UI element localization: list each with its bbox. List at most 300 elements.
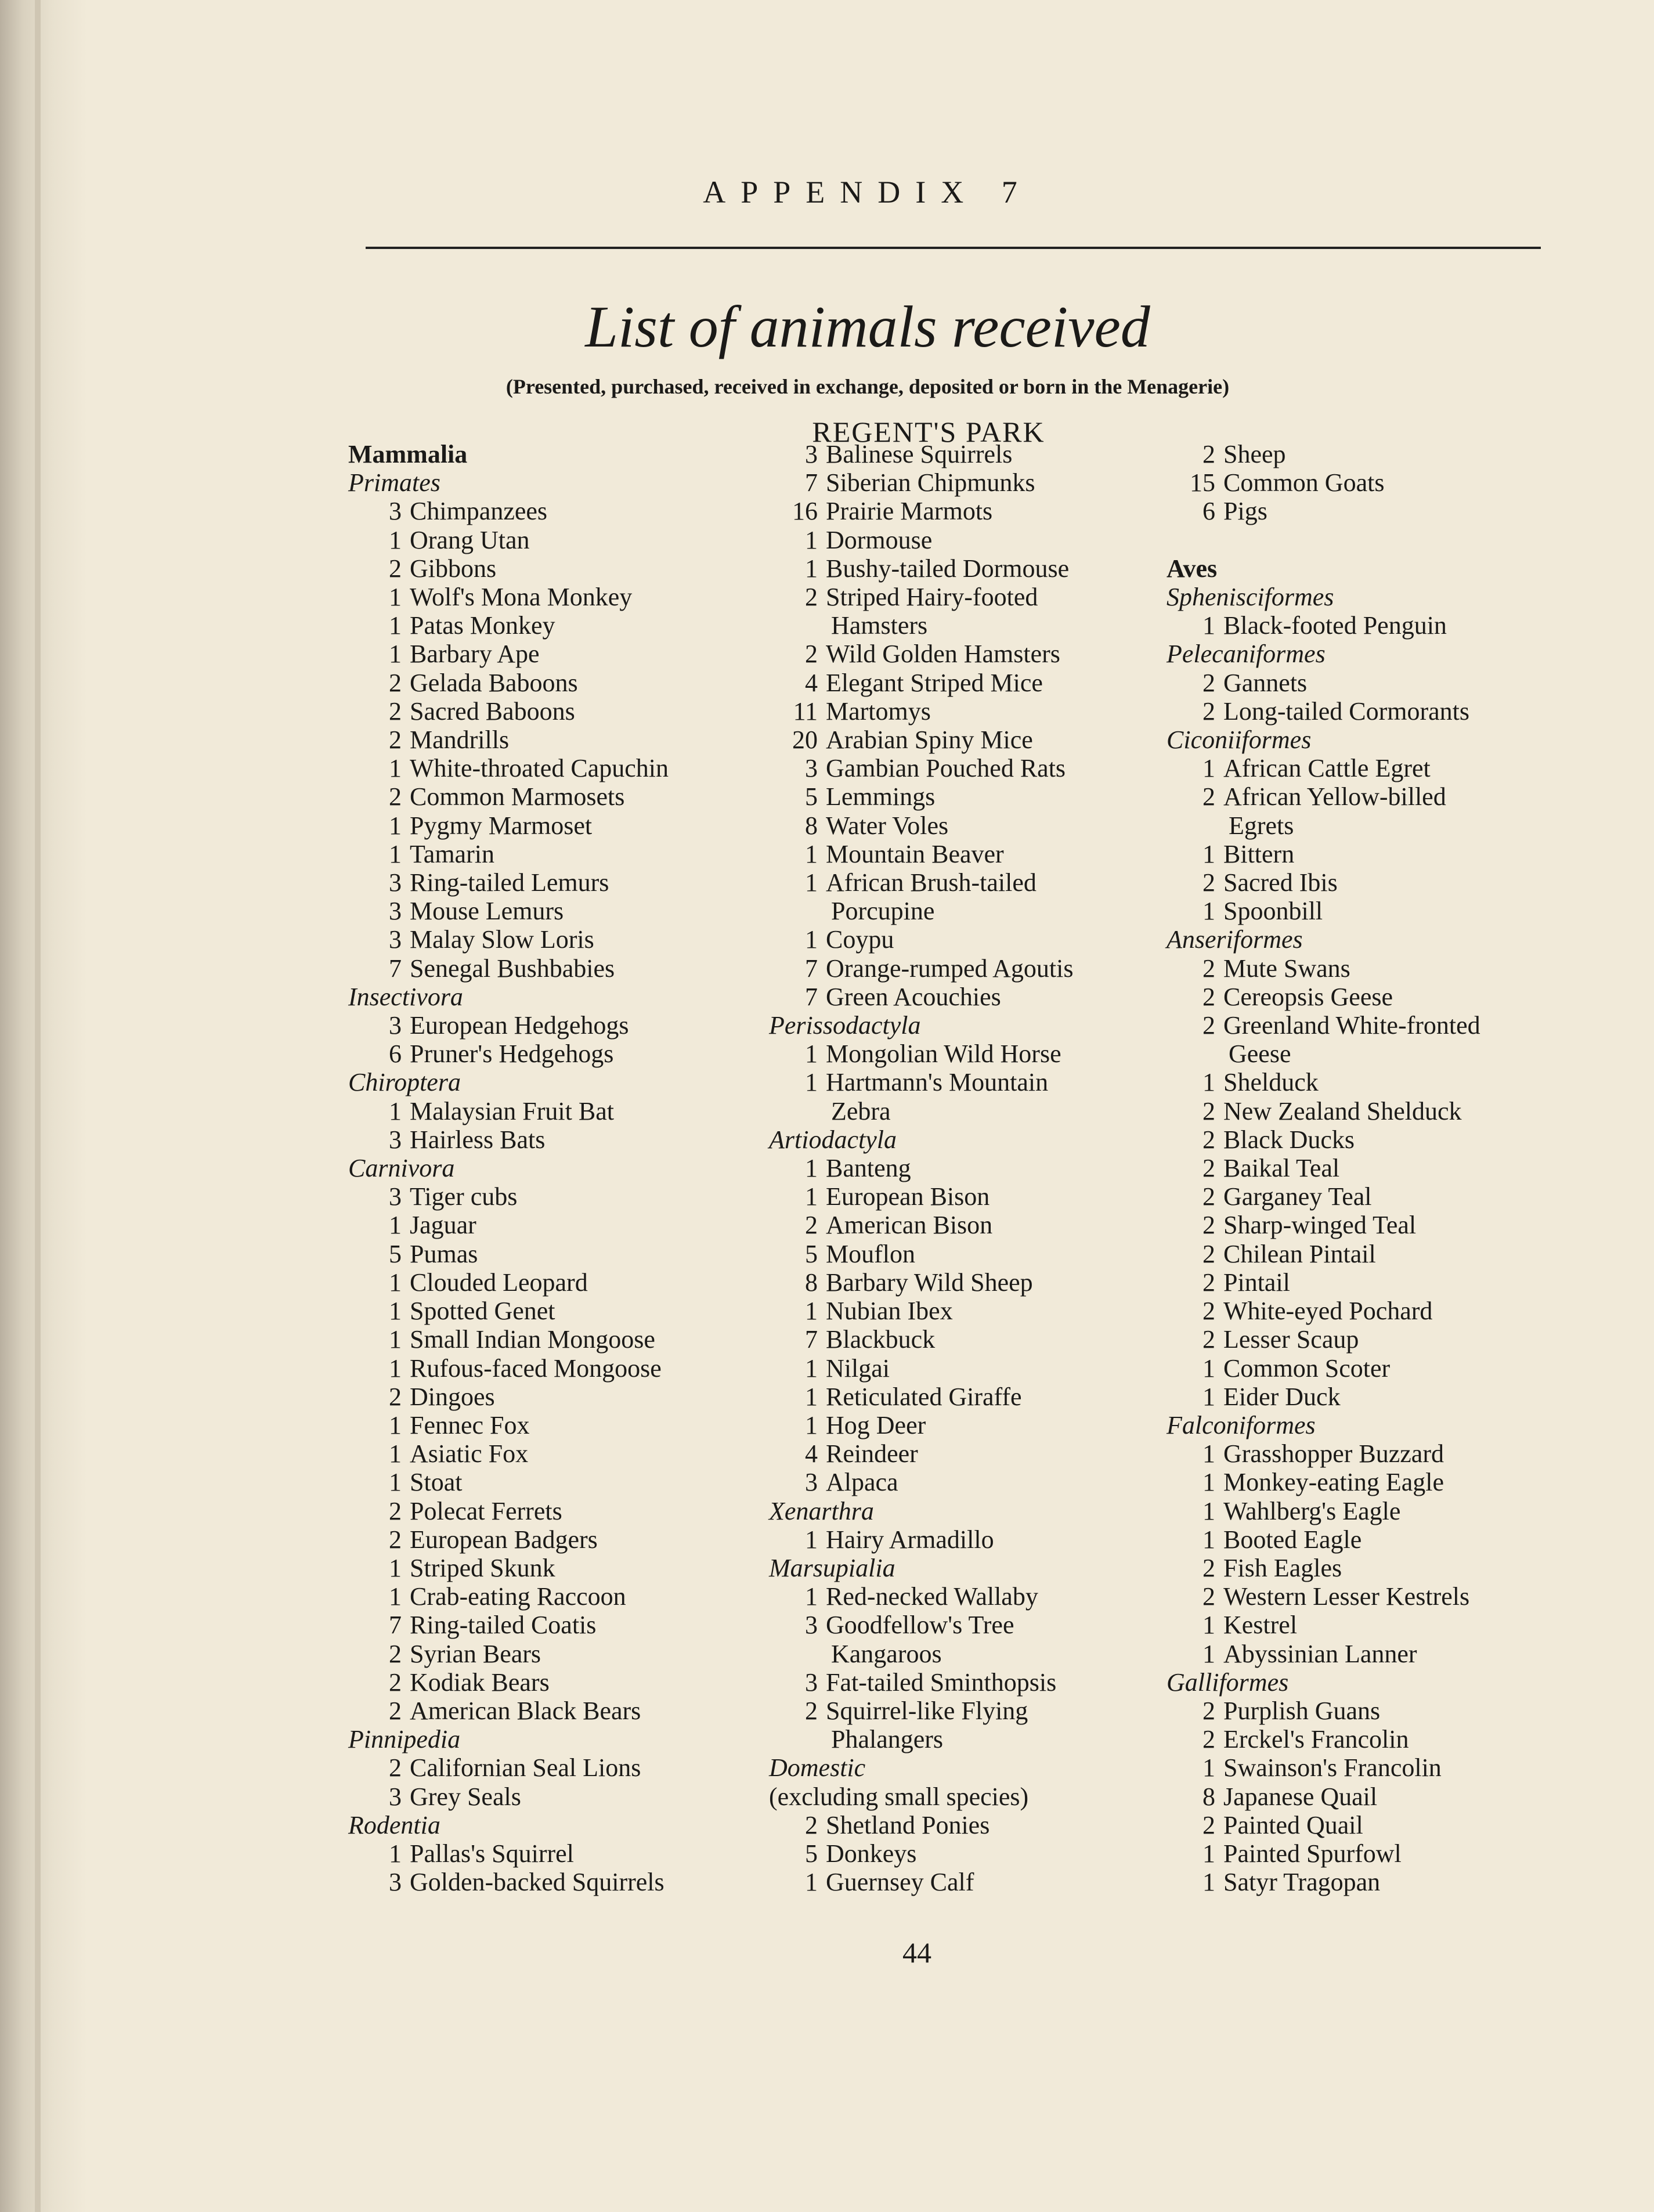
animal-count: 1 xyxy=(805,1040,818,1069)
animal-entry xyxy=(348,1582,766,1611)
animal-name: Gambian Pouched Rats xyxy=(826,754,1066,783)
animal-entry xyxy=(348,1468,766,1496)
animal-entry xyxy=(769,782,1187,811)
animal-entry xyxy=(348,1383,766,1411)
animal-entry xyxy=(1167,1383,1584,1411)
animal-name: Wolf's Mona Monkey xyxy=(410,583,633,612)
animal-name: Mute Swans xyxy=(1223,954,1350,983)
animal-name: Mouflon xyxy=(826,1239,915,1268)
animal-entry xyxy=(1167,468,1584,497)
animal-entry xyxy=(1167,754,1584,782)
entry-continuation: Geese xyxy=(1229,1040,1291,1069)
animal-entry xyxy=(769,726,1187,754)
animal-entry xyxy=(348,1097,766,1125)
animal-count: 2 xyxy=(1202,1810,1215,1839)
animal-entry xyxy=(348,1411,766,1439)
animal-name: Mouse Lemurs xyxy=(410,897,564,926)
animal-entry xyxy=(348,1240,766,1268)
animal-entry xyxy=(1167,1753,1584,1782)
animal-name: Gannets xyxy=(1223,668,1308,697)
animal-name: Wahlberg's Eagle xyxy=(1223,1496,1401,1525)
page-subtitle: (Presented, purchased, received in exchange, deposited or born in the Menagerie) xyxy=(505,375,1230,398)
animal-name: Satyr Tragopan xyxy=(1223,1868,1381,1897)
animal-name: Mountain Beaver xyxy=(826,839,1004,868)
animal-name: Common Goats xyxy=(1223,468,1385,497)
animal-entry xyxy=(1167,669,1584,697)
animal-count: 2 xyxy=(1202,982,1215,1011)
animal-entry xyxy=(348,1525,766,1554)
animal-entry xyxy=(769,1439,1187,1468)
animal-entry xyxy=(769,1411,1187,1439)
animal-count: 7 xyxy=(389,1611,402,1640)
animal-entry xyxy=(769,468,1187,497)
animal-count: 7 xyxy=(805,954,818,983)
animal-count: 2 xyxy=(389,668,402,697)
animal-entry xyxy=(1167,1525,1584,1554)
animal-entry xyxy=(769,1697,1187,1725)
animal-count: 1 xyxy=(389,1410,402,1439)
animal-count: 6 xyxy=(1202,497,1215,526)
animal-name: Sacred Baboons xyxy=(410,697,575,726)
animal-count: 7 xyxy=(805,468,818,497)
animal-count: 1 xyxy=(1202,1496,1215,1525)
order-heading: Falconiformes xyxy=(1167,1410,1316,1439)
order-heading: Chiroptera xyxy=(348,1068,461,1097)
animal-count: 3 xyxy=(805,1611,818,1640)
animal-entry xyxy=(1167,1297,1584,1325)
animal-name: New Zealand Shelduck xyxy=(1223,1096,1462,1125)
animal-count: 1 xyxy=(389,1553,402,1582)
animal-entry xyxy=(348,954,766,983)
animal-entry xyxy=(348,1211,766,1239)
animal-entry xyxy=(769,1268,1187,1297)
animal-entry xyxy=(348,1697,766,1725)
animal-name: African Cattle Egret xyxy=(1223,754,1431,783)
animal-name: Banteng xyxy=(826,1154,911,1183)
animal-count: 2 xyxy=(1202,1239,1215,1268)
animal-count: 1 xyxy=(805,1410,818,1439)
animal-count: 1 xyxy=(389,1582,402,1611)
animal-entry xyxy=(1167,1211,1584,1239)
animal-count: 2 xyxy=(389,726,402,755)
animal-entry xyxy=(1167,1725,1584,1753)
animal-count: 1 xyxy=(1202,1753,1215,1782)
animal-entry xyxy=(348,583,766,611)
animal-count: 6 xyxy=(389,1040,402,1069)
entry-continuation: Hamsters xyxy=(831,611,928,640)
animal-count: 2 xyxy=(389,1753,402,1782)
animal-name: Black Ducks xyxy=(1223,1125,1355,1154)
animal-count: 1 xyxy=(389,525,402,554)
animal-count: 1 xyxy=(805,1868,818,1897)
animal-entry xyxy=(1167,1839,1584,1868)
animal-entry xyxy=(1167,697,1584,726)
animal-count: 3 xyxy=(805,1668,818,1697)
animal-name: Orange-rumped Agoutis xyxy=(826,954,1074,983)
animal-name: Barbary Wild Sheep xyxy=(826,1268,1033,1297)
order-heading: Artiodactyla xyxy=(769,1125,897,1154)
animal-name: Japanese Quail xyxy=(1223,1782,1378,1811)
animal-entry xyxy=(1167,1268,1584,1297)
animal-name: Baikal Teal xyxy=(1223,1154,1340,1183)
animal-entry xyxy=(348,1640,766,1668)
animal-count: 3 xyxy=(389,868,402,897)
animal-count: 1 xyxy=(805,1154,818,1183)
heading-rule xyxy=(366,247,1541,249)
order-heading: Insectivora xyxy=(348,982,463,1011)
class-heading: Aves xyxy=(1167,554,1218,583)
order-heading: Primates xyxy=(348,468,440,497)
order-heading: Ciconiiformes xyxy=(1167,726,1312,755)
animal-count: 1 xyxy=(389,811,402,840)
animal-entry xyxy=(348,1868,766,1896)
animal-entry xyxy=(769,583,1187,611)
animal-entry xyxy=(769,754,1187,782)
animal-name: Arabian Spiny Mice xyxy=(826,726,1033,755)
animal-name: Clouded Leopard xyxy=(410,1268,588,1297)
animal-name: Grey Seals xyxy=(410,1782,521,1811)
animal-count: 2 xyxy=(805,1810,818,1839)
animal-name: Bittern xyxy=(1223,839,1295,868)
animal-name: Balinese Squirrels xyxy=(826,440,1013,468)
animal-entry xyxy=(1167,1811,1584,1839)
animal-count: 1 xyxy=(805,1182,818,1211)
animal-entry xyxy=(348,1125,766,1154)
animal-count: 1 xyxy=(1202,754,1215,783)
animal-entry xyxy=(348,1782,766,1811)
animal-entry xyxy=(769,1154,1187,1182)
animal-count: 8 xyxy=(805,811,818,840)
animal-entry xyxy=(1167,1154,1584,1182)
order-heading: Sphenisciformes xyxy=(1167,583,1334,612)
animal-entry xyxy=(769,1325,1187,1354)
blank-line xyxy=(1167,526,1584,554)
animal-count: 1 xyxy=(1202,1839,1215,1868)
animal-name: Goodfellow's Tree xyxy=(826,1611,1014,1640)
animal-count: 1 xyxy=(805,554,818,583)
animal-entry xyxy=(348,1354,766,1383)
animal-entry xyxy=(769,554,1187,583)
animal-name: Gelada Baboons xyxy=(410,668,578,697)
animal-count: 3 xyxy=(389,1125,402,1154)
animal-count: 1 xyxy=(389,640,402,669)
animal-count: 1 xyxy=(805,1382,818,1411)
animal-name: Purplish Guans xyxy=(1223,1696,1381,1725)
animal-entry xyxy=(348,925,766,954)
animal-count: 2 xyxy=(805,1211,818,1240)
animal-entry xyxy=(1167,611,1584,640)
animal-name: Greenland White-fronted xyxy=(1223,1011,1480,1040)
animal-name: Water Voles xyxy=(826,811,949,840)
animal-count: 1 xyxy=(805,868,818,897)
animal-count: 3 xyxy=(389,1782,402,1811)
animal-count: 7 xyxy=(805,1325,818,1354)
animal-count: 1 xyxy=(805,1354,818,1383)
animal-name: Common Marmosets xyxy=(410,782,625,811)
animal-entry xyxy=(348,782,766,811)
animal-entry xyxy=(1167,1640,1584,1668)
animal-entry xyxy=(348,726,766,754)
animal-entry xyxy=(769,925,1187,954)
order-heading: Anseriformes xyxy=(1167,925,1303,954)
animal-name: Ring-tailed Coatis xyxy=(410,1611,597,1640)
animal-count: 5 xyxy=(389,1239,402,1268)
animal-count: 2 xyxy=(1202,1725,1215,1754)
class-heading: Mammalia xyxy=(348,440,468,468)
animal-entry xyxy=(769,1868,1187,1896)
animal-entry xyxy=(769,1354,1187,1383)
order-heading: Rodentia xyxy=(348,1810,440,1839)
animal-name: Golden-backed Squirrels xyxy=(410,1868,665,1897)
animal-name: Spoonbill xyxy=(1223,897,1323,926)
animal-entry xyxy=(1167,497,1584,525)
animal-count: 1 xyxy=(1202,1639,1215,1668)
animal-name: White-eyed Pochard xyxy=(1223,1297,1433,1326)
animal-name: American Bison xyxy=(826,1211,993,1240)
animal-entry xyxy=(348,1325,766,1354)
animal-entry xyxy=(348,1040,766,1068)
animal-count: 1 xyxy=(1202,1468,1215,1497)
animal-entry xyxy=(769,1040,1187,1068)
animal-count: 1 xyxy=(1202,611,1215,640)
animal-count: 2 xyxy=(1202,868,1215,897)
animal-name: Lesser Scaup xyxy=(1223,1325,1359,1354)
animal-name: Striped Hairy-footed xyxy=(826,583,1038,612)
animal-count: 2 xyxy=(1202,782,1215,811)
animal-name: Siberian Chipmunks xyxy=(826,468,1035,497)
animal-name: Grasshopper Buzzard xyxy=(1223,1439,1444,1468)
animal-name: Patas Monkey xyxy=(410,611,555,640)
animal-count: 2 xyxy=(1202,1696,1215,1725)
animal-count: 2 xyxy=(1202,668,1215,697)
entry-continuation: Egrets xyxy=(1229,811,1294,840)
animal-count: 5 xyxy=(805,782,818,811)
animal-entry xyxy=(1167,897,1584,925)
animal-entry xyxy=(1167,1182,1584,1211)
animal-count: 1 xyxy=(805,525,818,554)
animal-entry xyxy=(348,1753,766,1782)
animal-count: 2 xyxy=(1202,954,1215,983)
animal-name: Monkey-eating Eagle xyxy=(1223,1468,1444,1497)
animal-name: White-throated Capuchin xyxy=(410,754,669,783)
animal-name: Striped Skunk xyxy=(410,1553,555,1582)
animal-count: 3 xyxy=(389,497,402,526)
animal-count: 3 xyxy=(805,754,818,783)
animal-entry xyxy=(769,1611,1187,1639)
animal-entry xyxy=(1167,1697,1584,1725)
animal-name: American Black Bears xyxy=(410,1696,641,1725)
animal-count: 3 xyxy=(805,440,818,468)
animal-name: Blackbuck xyxy=(826,1325,936,1354)
animal-name: Abyssinian Lanner xyxy=(1223,1639,1417,1668)
animal-name: Booted Eagle xyxy=(1223,1525,1362,1554)
animal-count: 1 xyxy=(389,1268,402,1297)
animal-count: 1 xyxy=(1202,1868,1215,1897)
animal-count: 2 xyxy=(1202,1268,1215,1297)
animal-name: European Hedgehogs xyxy=(410,1011,629,1040)
animal-count: 2 xyxy=(389,697,402,726)
animal-name: Squirrel-like Flying xyxy=(826,1696,1028,1725)
animal-count: 15 xyxy=(1190,468,1215,497)
animal-entry xyxy=(769,1240,1187,1268)
animal-count: 2 xyxy=(389,1496,402,1525)
animal-entry xyxy=(769,1383,1187,1411)
animal-name: Pallas's Squirrel xyxy=(410,1839,574,1868)
animal-name: Tiger cubs xyxy=(410,1182,518,1211)
animal-name: Stoat xyxy=(410,1468,463,1497)
order-heading: Marsupialia xyxy=(769,1553,895,1582)
animal-entry xyxy=(769,1297,1187,1325)
animal-name: Small Indian Mongoose xyxy=(410,1325,655,1354)
animal-name: Pintail xyxy=(1223,1268,1290,1297)
animal-entry xyxy=(1167,983,1584,1011)
animal-entry xyxy=(348,1554,766,1582)
animal-entry xyxy=(348,1439,766,1468)
animal-name: Hog Deer xyxy=(826,1410,926,1439)
group-note: (excluding small species) xyxy=(769,1782,1029,1811)
animal-name: Wild Golden Hamsters xyxy=(826,640,1060,669)
animal-name: Mongolian Wild Horse xyxy=(826,1040,1061,1069)
animal-count: 1 xyxy=(1202,1068,1215,1097)
animal-name: Asiatic Fox xyxy=(410,1439,529,1468)
animal-entry xyxy=(769,1068,1187,1096)
animal-name: Sacred Ibis xyxy=(1223,868,1338,897)
animal-name: Elegant Striped Mice xyxy=(826,668,1043,697)
animal-count: 2 xyxy=(1202,1325,1215,1354)
animal-count: 3 xyxy=(389,1011,402,1040)
animal-name: Malaysian Fruit Bat xyxy=(410,1096,614,1125)
animal-count: 2 xyxy=(1202,1182,1215,1211)
animal-entry xyxy=(348,1268,766,1297)
animal-name: Red-necked Wallaby xyxy=(826,1582,1038,1611)
animal-count: 2 xyxy=(1202,1096,1215,1125)
animal-count: 2 xyxy=(805,583,818,612)
animal-name: Cereopsis Geese xyxy=(1223,982,1393,1011)
animal-name: Western Lesser Kestrels xyxy=(1223,1582,1470,1611)
animal-entry xyxy=(769,1211,1187,1239)
animal-name: Pruner's Hedgehogs xyxy=(410,1040,614,1069)
animal-count: 3 xyxy=(389,925,402,954)
animal-entry xyxy=(769,526,1187,554)
animal-name: Painted Spurfowl xyxy=(1223,1839,1402,1868)
animal-name: Dingoes xyxy=(410,1382,495,1411)
animal-name: Nubian Ibex xyxy=(826,1297,953,1326)
animal-entry xyxy=(1167,1097,1584,1125)
order-heading: Galliformes xyxy=(1167,1668,1289,1697)
animal-count: 3 xyxy=(389,1182,402,1211)
animal-entry xyxy=(348,1839,766,1868)
animal-entry xyxy=(769,1582,1187,1611)
animal-count: 16 xyxy=(792,497,818,526)
animal-count: 1 xyxy=(805,925,818,954)
animal-count: 1 xyxy=(389,1211,402,1240)
animal-count: 1 xyxy=(1202,897,1215,926)
animal-entry xyxy=(348,840,766,868)
animal-name: Martomys xyxy=(826,697,931,726)
animal-entry xyxy=(348,669,766,697)
animal-entry xyxy=(348,697,766,726)
page-title: List of animals received xyxy=(585,294,1150,360)
animal-entry xyxy=(769,1468,1187,1496)
animal-count: 1 xyxy=(389,839,402,868)
animal-name: Fennec Fox xyxy=(410,1410,530,1439)
animal-entry xyxy=(1167,1468,1584,1496)
animal-count: 1 xyxy=(805,1297,818,1326)
animal-name: Reindeer xyxy=(826,1439,918,1468)
order-heading: Pelecaniformes xyxy=(1167,640,1326,669)
animal-entry xyxy=(1167,1439,1584,1468)
animal-name: Lemmings xyxy=(826,782,936,811)
animal-name: Reticulated Giraffe xyxy=(826,1382,1022,1411)
animal-name: Mandrills xyxy=(410,726,510,755)
column-1 xyxy=(348,440,766,1896)
animal-entry xyxy=(1167,1354,1584,1383)
animal-entry xyxy=(769,954,1187,983)
animal-count: 1 xyxy=(389,1354,402,1383)
animal-name: Crab-eating Raccoon xyxy=(410,1582,626,1611)
animal-entry xyxy=(348,1011,766,1040)
animal-count: 4 xyxy=(805,1439,818,1468)
animal-entry xyxy=(1167,840,1584,868)
animal-count: 2 xyxy=(389,1639,402,1668)
animal-name: Sharp-winged Teal xyxy=(1223,1211,1417,1240)
animal-entry xyxy=(769,669,1187,697)
animal-name: Syrian Bears xyxy=(410,1639,541,1668)
animal-entry xyxy=(1167,1068,1584,1096)
animal-count: 2 xyxy=(1202,1011,1215,1040)
animal-name: Coypu xyxy=(826,925,894,954)
animal-name: Black-footed Penguin xyxy=(1223,611,1447,640)
animal-name: Hairy Armadillo xyxy=(826,1525,994,1554)
animal-entry xyxy=(769,1182,1187,1211)
animal-count: 1 xyxy=(389,1468,402,1497)
animal-entry xyxy=(1167,1582,1584,1611)
animal-count: 2 xyxy=(1202,1154,1215,1183)
animal-entry xyxy=(769,640,1187,668)
animal-entry xyxy=(348,1497,766,1525)
animal-count: 2 xyxy=(805,1696,818,1725)
animal-count: 7 xyxy=(805,982,818,1011)
animal-count: 2 xyxy=(805,640,818,669)
animal-entry xyxy=(348,1611,766,1639)
animal-entry xyxy=(769,697,1187,726)
animal-count: 7 xyxy=(389,954,402,983)
animal-count: 3 xyxy=(389,1868,402,1897)
animal-count: 1 xyxy=(1202,1611,1215,1640)
animal-name: Shelduck xyxy=(1223,1068,1319,1097)
animal-name: Malay Slow Loris xyxy=(410,925,594,954)
animal-entry xyxy=(769,1668,1187,1697)
entry-continuation: Kangaroos xyxy=(831,1639,942,1668)
animal-count: 1 xyxy=(1202,1439,1215,1468)
animal-name: Fish Eagles xyxy=(1223,1553,1342,1582)
animal-entry xyxy=(1167,440,1584,468)
animal-count: 1 xyxy=(1202,1382,1215,1411)
animal-entry xyxy=(769,868,1187,897)
animal-count: 1 xyxy=(389,1325,402,1354)
animal-count: 2 xyxy=(1202,1297,1215,1326)
animal-name: Erckel's Francolin xyxy=(1223,1725,1409,1754)
animal-entry xyxy=(769,1839,1187,1868)
animal-entry xyxy=(1167,1497,1584,1525)
animal-entry xyxy=(348,554,766,583)
animal-name: Sheep xyxy=(1223,440,1286,468)
animal-name: Shetland Ponies xyxy=(826,1810,990,1839)
animal-name: Rufous-faced Mongoose xyxy=(410,1354,662,1383)
animal-entry xyxy=(1167,1325,1584,1354)
animal-count: 8 xyxy=(1202,1782,1215,1811)
entry-continuation: Porcupine xyxy=(831,897,935,926)
